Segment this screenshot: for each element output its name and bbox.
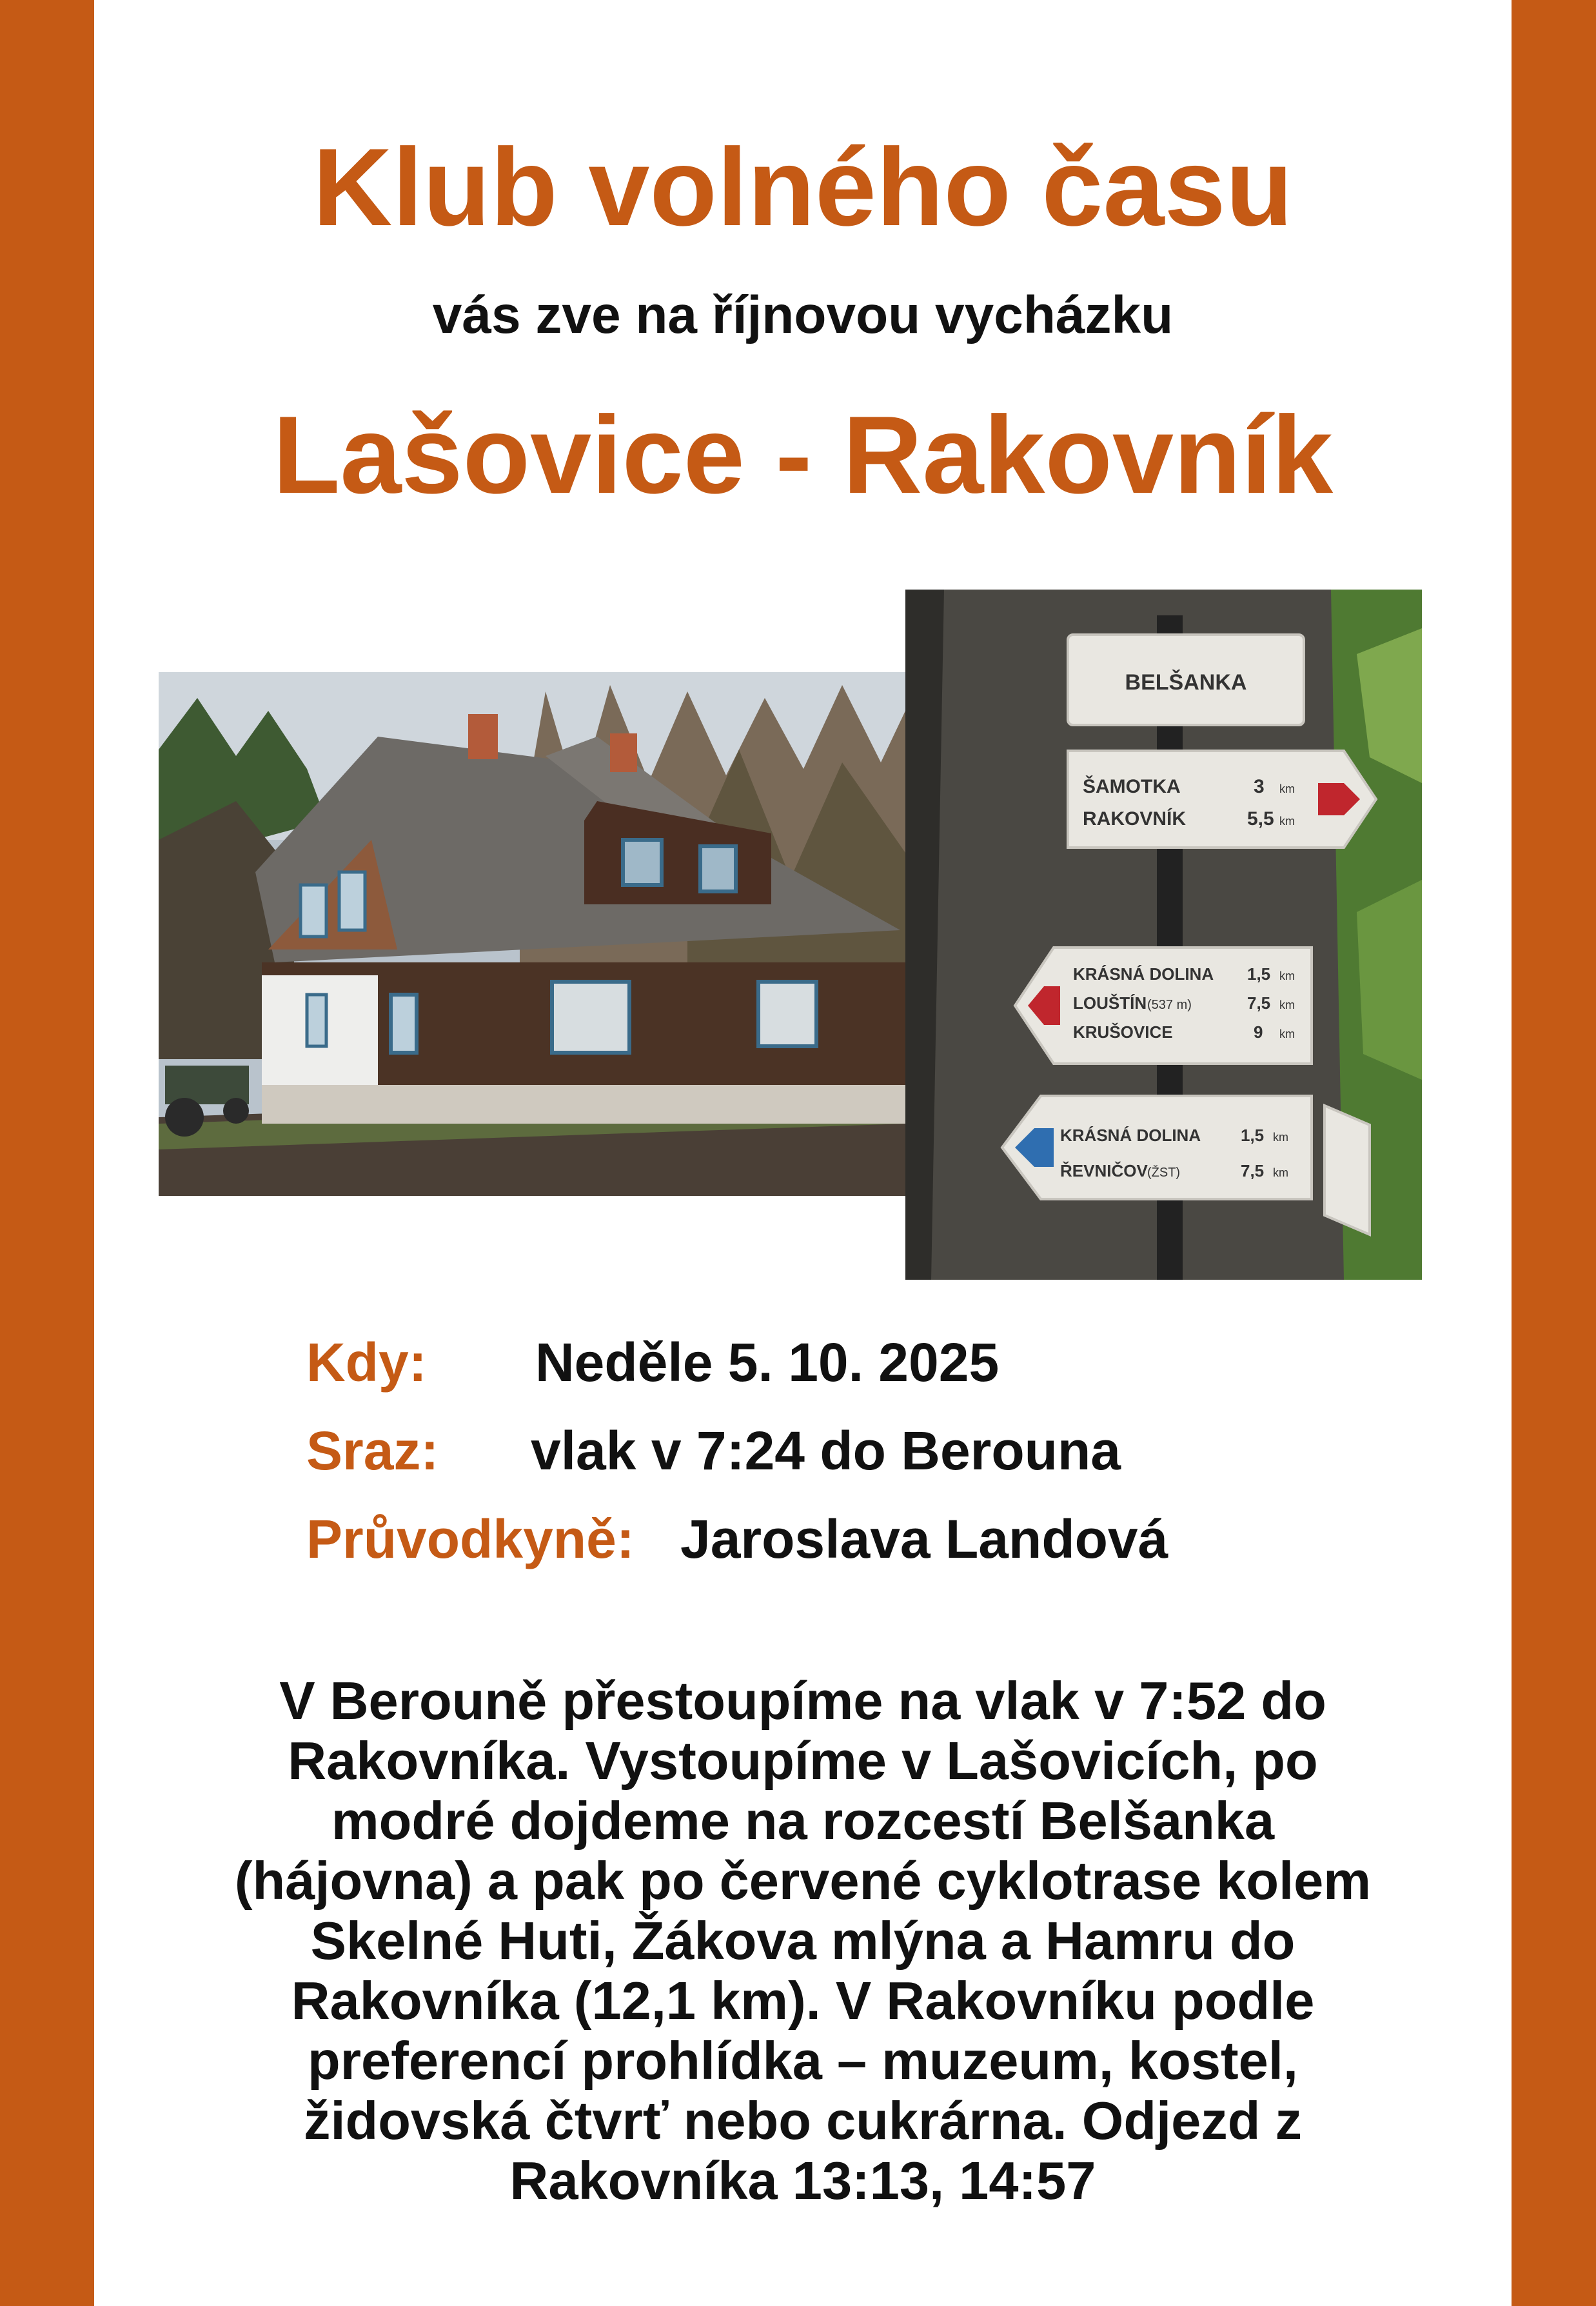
sign-rakovnik-km: 5,5 — [1247, 808, 1274, 830]
trip-description — [155, 1671, 1451, 2211]
sign-krusovice-km: 9 — [1254, 1022, 1263, 1042]
sign-km-unit-6: km — [1273, 1131, 1288, 1144]
description-line: preferencí prohlídka – muzeum, kostel, — [308, 2031, 1298, 2091]
sign-km-unit-7: km — [1273, 1166, 1288, 1179]
description-line: (hájovna) a pak po červené cyklotrase kolem — [234, 1851, 1372, 1911]
description-line: Rakovníka 13:13, 14:57 — [509, 2151, 1096, 2211]
meet-label: Sraz: — [306, 1420, 439, 1481]
sign-revnicov-note: (ŽST) — [1147, 1166, 1181, 1180]
description-line: modré dojdeme na rozcestí Belšanka — [331, 1791, 1275, 1851]
sign-krasna-dolina-2: KRÁSNÁ DOLINA — [1060, 1126, 1201, 1145]
club-title: Klub volného času — [312, 126, 1294, 249]
sign-revnicov-km: 7,5 — [1241, 1161, 1265, 1180]
signpost-photo — [905, 590, 1422, 1280]
guide-label: Průvodkyně: — [306, 1509, 635, 1569]
when-label: Kdy: — [306, 1332, 427, 1393]
description-line: Rakovníka (12,1 km). V Rakovníku podle — [291, 1971, 1315, 2031]
guide-value: Jaroslava Landová — [680, 1509, 1168, 1569]
description-line: Skelné Huti, Žákova mlýna a Hamru do — [310, 1911, 1296, 1971]
sign-km-unit-5: km — [1279, 1028, 1295, 1040]
sign-samotka-km: 3 — [1254, 776, 1265, 797]
sign-rakovnik: RAKOVNÍK — [1083, 808, 1187, 830]
sign-km-unit-4: km — [1279, 999, 1295, 1011]
description-line: Rakovníka. Vystoupíme v Lašovicích, po — [288, 1731, 1318, 1791]
description-line: V Berouně přestoupíme na vlak v 7:52 do — [279, 1671, 1326, 1731]
sign-km-unit-1: km — [1279, 782, 1295, 795]
right-border-band — [1512, 0, 1596, 2306]
left-border-band — [0, 0, 94, 2306]
description-line: židovská čtvrť nebo cukrárna. Odjezd z — [303, 2091, 1303, 2151]
sign-km-unit-2: km — [1279, 815, 1295, 828]
house-photo — [159, 672, 905, 1196]
sign-km-unit-3: km — [1279, 969, 1295, 982]
invitation-subtitle: vás zve na říjnovou vycházku — [432, 286, 1174, 344]
sign-krasna-dolina: KRÁSNÁ DOLINA — [1073, 964, 1214, 984]
sign-krasna-dolina-2-km: 1,5 — [1241, 1126, 1265, 1145]
sign-loustin: LOUŠTÍN — [1073, 993, 1147, 1013]
sign-samotka: ŠAMOTKA — [1083, 776, 1181, 797]
sign-loustin-alt: (537 m) — [1147, 998, 1192, 1012]
sign-krusovice: KRUŠOVICE — [1073, 1022, 1173, 1042]
sign-loustin-km: 7,5 — [1247, 993, 1271, 1013]
sign-belsanka: BELŠANKA — [1125, 670, 1247, 695]
route-title: Lašovice - Rakovník — [272, 393, 1334, 517]
meet-value: vlak v 7:24 do Berouna — [531, 1420, 1121, 1481]
sign-krasna-dolina-km: 1,5 — [1247, 964, 1271, 984]
sign-revnicov: ŘEVNIČOV — [1060, 1161, 1148, 1180]
when-value: Neděle 5. 10. 2025 — [535, 1332, 1000, 1393]
